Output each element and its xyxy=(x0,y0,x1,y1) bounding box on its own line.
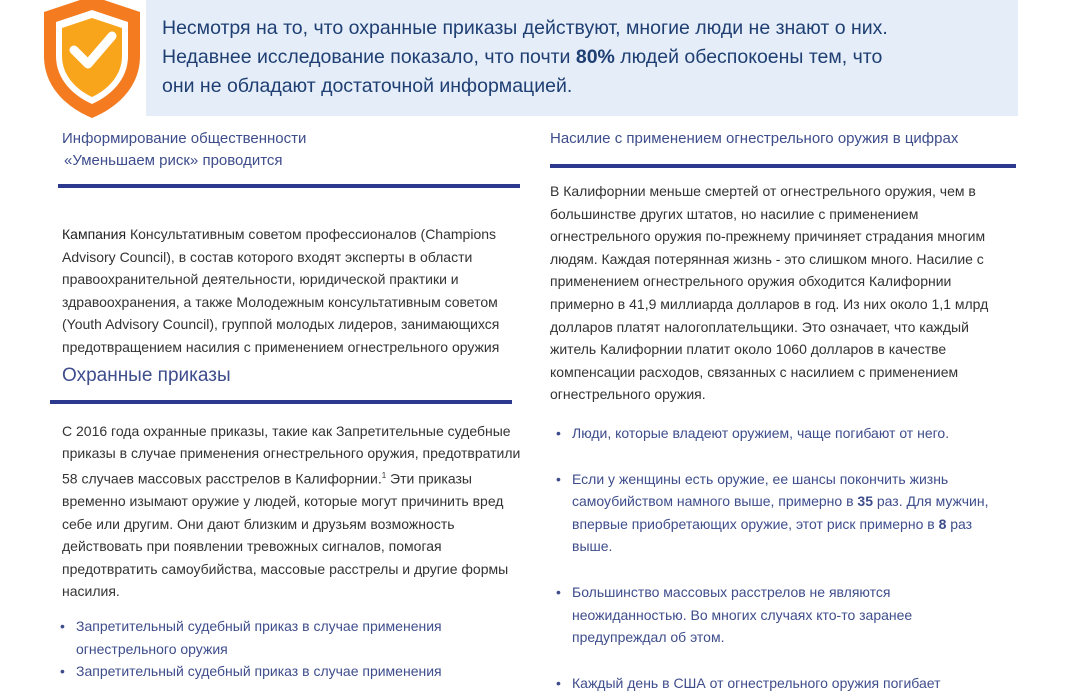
stats-heading: Насилие с применением огнестрельного оружия в цифрах xyxy=(550,130,959,147)
list-item[interactable]: • Запретительный судебный приказ в случае применения огнестрельного оружия xyxy=(54,615,494,660)
list-item: • Большинство массовых расстрелов не являются неожиданностью. Во многих случаях кто-то заранее предупреждал об этом. xyxy=(550,581,990,649)
protective-orders-list xyxy=(54,615,494,683)
protective-orders-paragraph: С 2016 года охранные приказы, такие как Запретительные судебные приказы в случае применения огнестрельного оружия, предотвратили 58 случаев массовых расстрелов в Калифорнии.$^1$ Эти приказы временно изымают оружие у людей, которые могут причинить вред себе или другим. Они дают близким и друзьям возможность действовать при появлении тревожных сигналов, помогая предотвратить самоубийства, массовые расстрелы и другие формы насилия. xyxy=(62,422,521,600)
info-banner xyxy=(146,0,1018,116)
stat-number: 35 xyxy=(857,493,873,510)
protective-orders-heading: Охранные приказы xyxy=(62,364,231,386)
left-column xyxy=(62,128,522,683)
banner-stat: 80% xyxy=(575,46,615,68)
stats-paragraph: В Калифорнии меньше смертей от огнестрельного оружия, чем в большинстве других штатов, но насилие с применением огнестрельного оружия по-прежнему причиняет страдания многим людям. Каждая потерянная жизнь - это слишком много. Насилие с применением огнестрельного оружия обходится Калифорнии примерно в 41,9 миллиарда долларов в год. Из них около 1,1 млрд долларов платят налогоплательщики. Это означает, что каждый житель Калифорнии платит около 1060 долларов в качестве компенсации расходов, связанных с насилием с применением огнестрельного оружия. xyxy=(550,183,989,403)
shield-check-icon xyxy=(36,0,148,120)
list-item[interactable]: • Запретительный судебный приказ в случае применения xyxy=(54,660,494,683)
footnote-ref: 1 xyxy=(381,470,387,480)
divider xyxy=(550,164,1016,168)
divider xyxy=(50,400,512,404)
list-item: • Люди, которые владеют оружием, чаще погибают от него. xyxy=(550,422,990,445)
banner-line-2: Недавнее исследование показало, что почти 80% людей обеспокоены тем, что xyxy=(162,46,883,68)
stat-number: 8 xyxy=(938,515,947,532)
campaign-heading-line-2: «Уменьшаем риск» проводится xyxy=(64,152,283,169)
list-item: • Каждый день в США от огнестрельного оружия погибает xyxy=(550,672,990,694)
banner-line-3: они не обладают достаточной информацией. xyxy=(162,75,573,97)
divider xyxy=(58,184,520,188)
right-column xyxy=(550,128,1020,694)
list-item: • Если у женщины есть оружие, ее шансы покончить жизнь самоубийством намного выше, примерно в 35 раз. Для мужчин, впервые приобретающих оружие, этот риск примерно в 8 раз выше. xyxy=(550,468,990,558)
stats-list xyxy=(550,422,990,694)
campaign-paragraph: Кампания Консультативным советом профессионалов (Champions Advisory Council), в состав которого входят эксперты в области правоохранительной деятельности, юридической практики и здравоохранения, а также Молодежным консультативным советом (Youth Advisory Council), группой молодых лидеров, занимающихся предотвращением насилия с применением огнестрельного оружия xyxy=(62,226,500,355)
campaign-heading-line-1: Информирование общественности xyxy=(62,130,307,147)
banner-line-1: Несмотря на то, что охранные приказы действуют, многие люди не знают о них. xyxy=(162,17,888,39)
